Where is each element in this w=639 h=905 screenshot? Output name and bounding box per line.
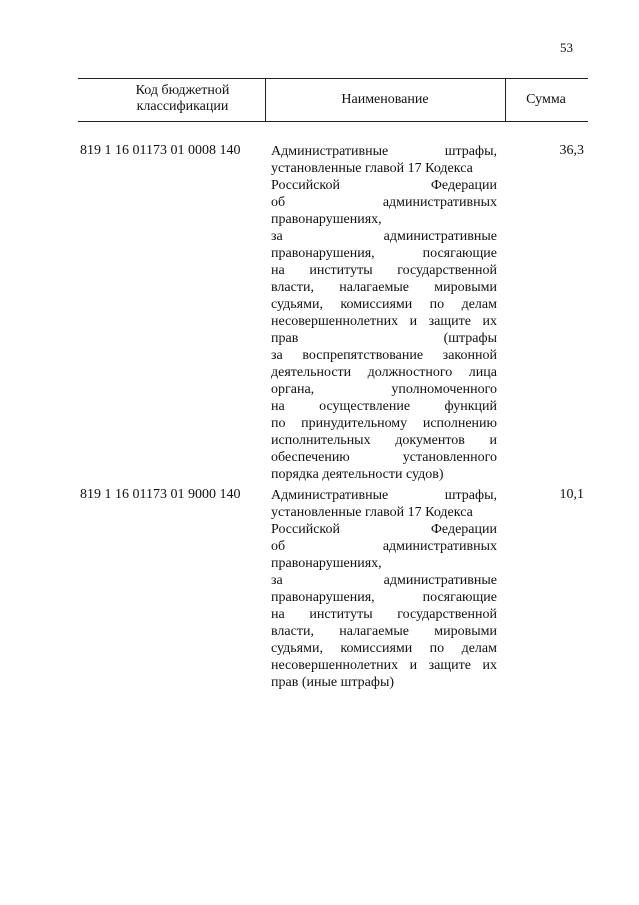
row-name-line: обеспечению установленного [271,450,497,465]
row-name-line: правонарушения, посягающие [271,590,497,605]
row-name-line: на осуществление функций [271,399,497,414]
header-budget-code-line2: классификации [136,99,229,114]
header-sum: Сумма [526,92,566,107]
row-budget-code: 819 1 16 01173 01 9000 140 [80,487,241,502]
row-name-line: Административные штрафы, [271,488,497,503]
row-name-line: несовершеннолетних и защите их [271,314,497,329]
row-sum: 36,3 [559,143,584,158]
row-name-line: деятельности должностного лица [271,365,497,380]
row-name-line: об административных [271,539,497,554]
row-name-line: за воспрепятствование законной [271,348,497,363]
row-name-line: Российской Федерации [271,178,497,193]
row-name-line: судьями, комиссиями по делам [271,641,497,656]
page-number: 53 [560,40,573,55]
row-name-line: за административные [271,229,497,244]
row-name-line: несовершеннолетних и защите их [271,658,497,673]
row-name [271,143,497,483]
row-name-line: за административные [271,573,497,588]
row-sum: 10,1 [559,487,584,502]
row-name [271,487,497,691]
row-name-line: на институты государственной [271,607,497,622]
row-name-line: порядка деятельности судов) [271,467,444,482]
row-name-line: органа, уполномоченного [271,382,497,397]
header-budget-code-line1: Код бюджетной [135,83,230,98]
row-name-line: прав (иные штрафы) [271,675,395,690]
row-name-line: власти, налагаемые мировыми [271,624,497,639]
row-name-line: об административных [271,195,497,210]
row-name-line: судьями, комиссиями по делам [271,297,497,312]
table-header-bottom-rule [78,121,588,122]
row-name-line: власти, налагаемые мировыми [271,280,497,295]
row-name-line: правонарушениях, [271,556,382,571]
row-name-line: Российской Федерации [271,522,497,537]
row-name-line: по принудительному исполнению [271,416,497,431]
row-name-line: Административные штрафы, [271,144,497,159]
row-budget-code: 819 1 16 01173 01 0008 140 [80,143,241,158]
row-name-line: установленные главой 17 Кодекса [271,505,473,520]
row-name-line: установленные главой 17 Кодекса [271,161,473,176]
row-name-line: прав (штрафы [271,331,497,346]
row-name-line: правонарушения, посягающие [271,246,497,261]
row-name-line: правонарушениях, [271,212,382,227]
table-header-top-rule [78,78,588,79]
row-name-line: исполнительных документов и [271,433,497,448]
header-name: Наименование [341,92,429,107]
header-budget-code [100,83,265,115]
row-name-line: на институты государственной [271,263,497,278]
